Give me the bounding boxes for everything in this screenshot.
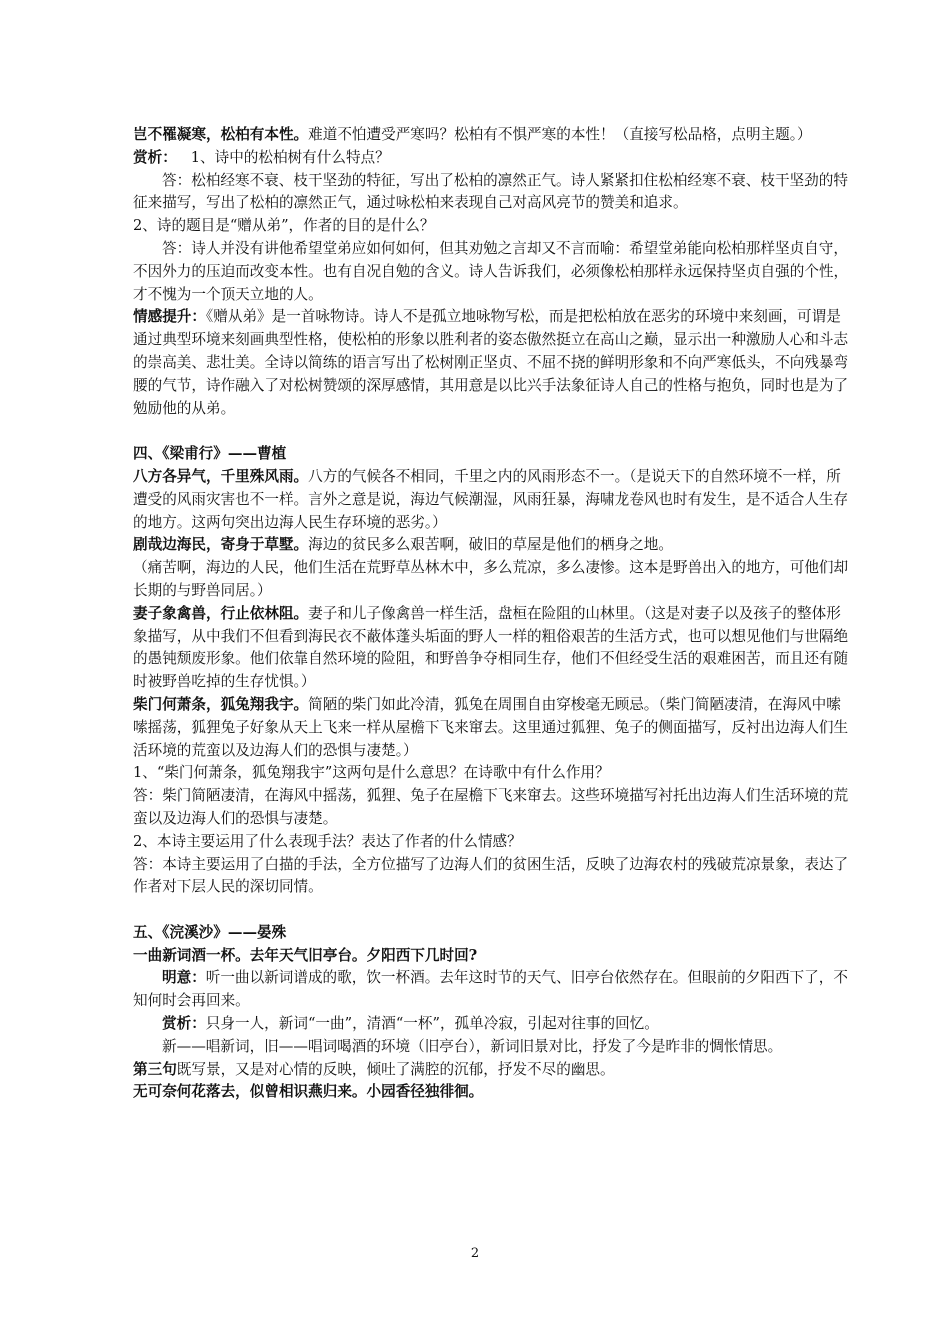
- section-gap: [133, 420, 855, 443]
- paragraph-question-2: 2、本诗主要运用了什么表现手法？表达了作者的什么情感？: [133, 832, 522, 850]
- poem-line: 无可奈何花落去，似曾相识燕归来。小园香径独徘徊。: [133, 1083, 484, 1101]
- translation-text: 简陋的柴门如此冷清，狐兔在周围自由穿梭毫无顾忌。（柴门简陋凄清，在海风中嗦嗦摇荡，狐狸兔子好象从天上飞来一样从屋檐下飞来窜去。这里通过狐狸、兔子的侧面描写，反衬出边海人们生活环境的荒蛮以及边海人们的恐惧与凄楚。）: [133, 695, 849, 759]
- paragraph-pine-line: [133, 124, 855, 147]
- section-heading-4: [133, 443, 855, 466]
- heading-text: 四、《梁甫行》——曹植: [133, 445, 287, 463]
- paragraph-meaning: [133, 967, 855, 1013]
- paragraph-answer-1: 答：松柏经寒不衰、枝干坚劲的特征，写出了松柏的凛然正气。诗人紧紧扣住松柏经寒不衰、枝干坚劲的特征来描写，写出了松柏的凛然正气，通过咏松柏来表现自己对高风亮节的赞美和追求。: [133, 171, 848, 212]
- heading-text: 五、《浣溪沙》——晏殊: [133, 923, 287, 941]
- emotion-text: 《赠从弟》是一首咏物诗。诗人不是孤立地咏物写松，而是把松柏放在恶劣的环境中来刻画，可谓是通过典型环境来刻画典型性格，使松柏的形象以胜利者的姿态傲然挺立在高山之巅，显示出一种激励人心和斗志的崇高美、悲壮美。全诗以简练的语言写出了松树刚正坚贞、不屈不挠的鲜明形象和不向严寒低头，不向残暴弯腰的气节，诗作融入了对松树赞颂的深厚感情，其用意是以比兴手法象征诗人自己的性格与抱负，同时也是为了勉励他的从弟。: [133, 308, 849, 417]
- page-number: 2: [470, 1246, 480, 1261]
- meaning-label: 明意：: [162, 969, 206, 987]
- paragraph-line-4: [133, 694, 855, 762]
- poem-line: 柴门何萧条，狐兔翔我宇。: [133, 695, 309, 713]
- poem-line: 剧哉边海民，寄身于草墅。: [133, 536, 309, 554]
- paragraph-new-old: 新——唱新词，旧——唱词喝酒的环境（旧亭台），新词旧景对比，抒发了今是昨非的惆怅情思。: [162, 1037, 783, 1055]
- paragraph-appreciation: [133, 1013, 855, 1036]
- poem-line-2: [133, 1081, 855, 1104]
- paragraph-question-1: [133, 147, 855, 170]
- appreciation-label: 赏析：: [133, 148, 177, 166]
- paragraph-line-1: [133, 466, 855, 534]
- translation-text: 难道不怕遭受严寒吗？松柏有不惧严寒的本性！（直接写松品格，点明主题。）: [308, 126, 812, 143]
- paragraph-note-2: （痛苦啊，海边的人民，他们生活在荒野草丛林木中，多么荒凉，多么凄惨。这本是野兽出入的地方，可他们却长期的与野兽同居。）: [133, 559, 849, 599]
- translation-text: 妻子和儿子像禽兽一样生活，盘桓在险阻的山林里。（这是对妻子以及孩子的整体形象描写，从中我们不但看到海民衣不蔽体蓬头垢面的野人一样的粗俗艰苦的生活方式，也可以想见他们与世隔绝的愚钝颓废形象。他们依靠自然环境的险阻，和野兽争夺相同生存，他们不但经受生活的艰难困苦，而且还有随时被野兽吃掉的生存忧惧。）: [133, 604, 849, 691]
- paragraph-answer-2: 答：诗人并没有讲他希望堂弟应如何如何，但其劝勉之言却又不言而喻：希望堂弟能向松柏那样坚贞自守，不因外力的压迫而改变本性。也有自况自勉的含义。诗人告诉我们，必须像松柏那样永远保持坚贞自强的个性，才不愧为一个顶天立地的人。: [133, 239, 849, 303]
- paragraph-line-2: [133, 534, 855, 557]
- emotion-label: 情感提升：: [133, 308, 206, 326]
- appreciation-label: 赏析：: [162, 1015, 206, 1033]
- translation-text: 海边的贫民多么艰苦啊，破旧的草屋是他们的栖身之地。: [308, 536, 673, 554]
- poem-line-1: [133, 945, 855, 968]
- poem-line: 岂不罹凝寒，松柏有本性。: [133, 126, 309, 143]
- document-page: [133, 124, 855, 1104]
- paragraph-third-line: [133, 1059, 855, 1082]
- third-line-label: 第三句: [133, 1060, 177, 1078]
- paragraph-answer-2: 答：本诗主要运用了白描的手法，全方位描写了边海人们的贫困生活，反映了边海农村的残破荒凉景象，表达了作者对下层人民的深切同情。: [133, 855, 849, 896]
- poem-line: 一曲新词酒一杯。去年天气旧亭台。夕阳西下几时回?: [133, 946, 478, 964]
- poem-line: 妻子象禽兽，行止依林阻。: [133, 604, 309, 622]
- paragraph-emotion: [133, 306, 855, 420]
- third-line-text: 既写景，又是对心情的反映，倾吐了满腔的沉郁，抒发不尽的幽思。: [176, 1060, 615, 1078]
- section-heading-5: [133, 922, 855, 945]
- translation-text: 八方的气候各不相同，千里之内的风雨形态不一。（是说天下的自然环境不一样，所遭受的风雨灾害也不一样。言外之意是说，海边气候潮湿，风雨狂暴，海啸龙卷风也时有发生，是不适合人生存的地方。这两句突出边海人民生存环境的恶劣。）: [133, 467, 849, 531]
- meaning-text: 听一曲以新词谱成的歌，饮一杯酒。去年这时节的天气、旧亭台依然存在。但眼前的夕阳西下了，不知何时会再回来。: [133, 969, 848, 1010]
- paragraph-question-2: 2、诗的题目是“赠从弟”，作者的目的是什么？: [133, 217, 435, 235]
- question-text: 1、诗中的松柏树有什么特点？: [190, 148, 390, 166]
- poem-line: 八方各异气，千里殊风雨。: [133, 467, 309, 485]
- paragraph-answer-1: 答：柴门简陋凄清，在海风中摇荡，狐狸、兔子在屋檐下飞来窜去。这些环境描写衬托出边海人们生活环境的荒蛮以及边海人们的恐惧与凄楚。: [133, 787, 849, 827]
- paragraph-question-1: 1、“柴门何萧条，狐兔翔我宇”这两句是什么意思？在诗歌中有什么作用？: [133, 764, 610, 782]
- section-gap: [133, 899, 855, 922]
- paragraph-line-3: [133, 603, 855, 694]
- appreciation-text: 只身一人，新词“一曲”，清酒“一杯”，孤单冷寂，引起对往事的回忆。: [205, 1015, 659, 1033]
